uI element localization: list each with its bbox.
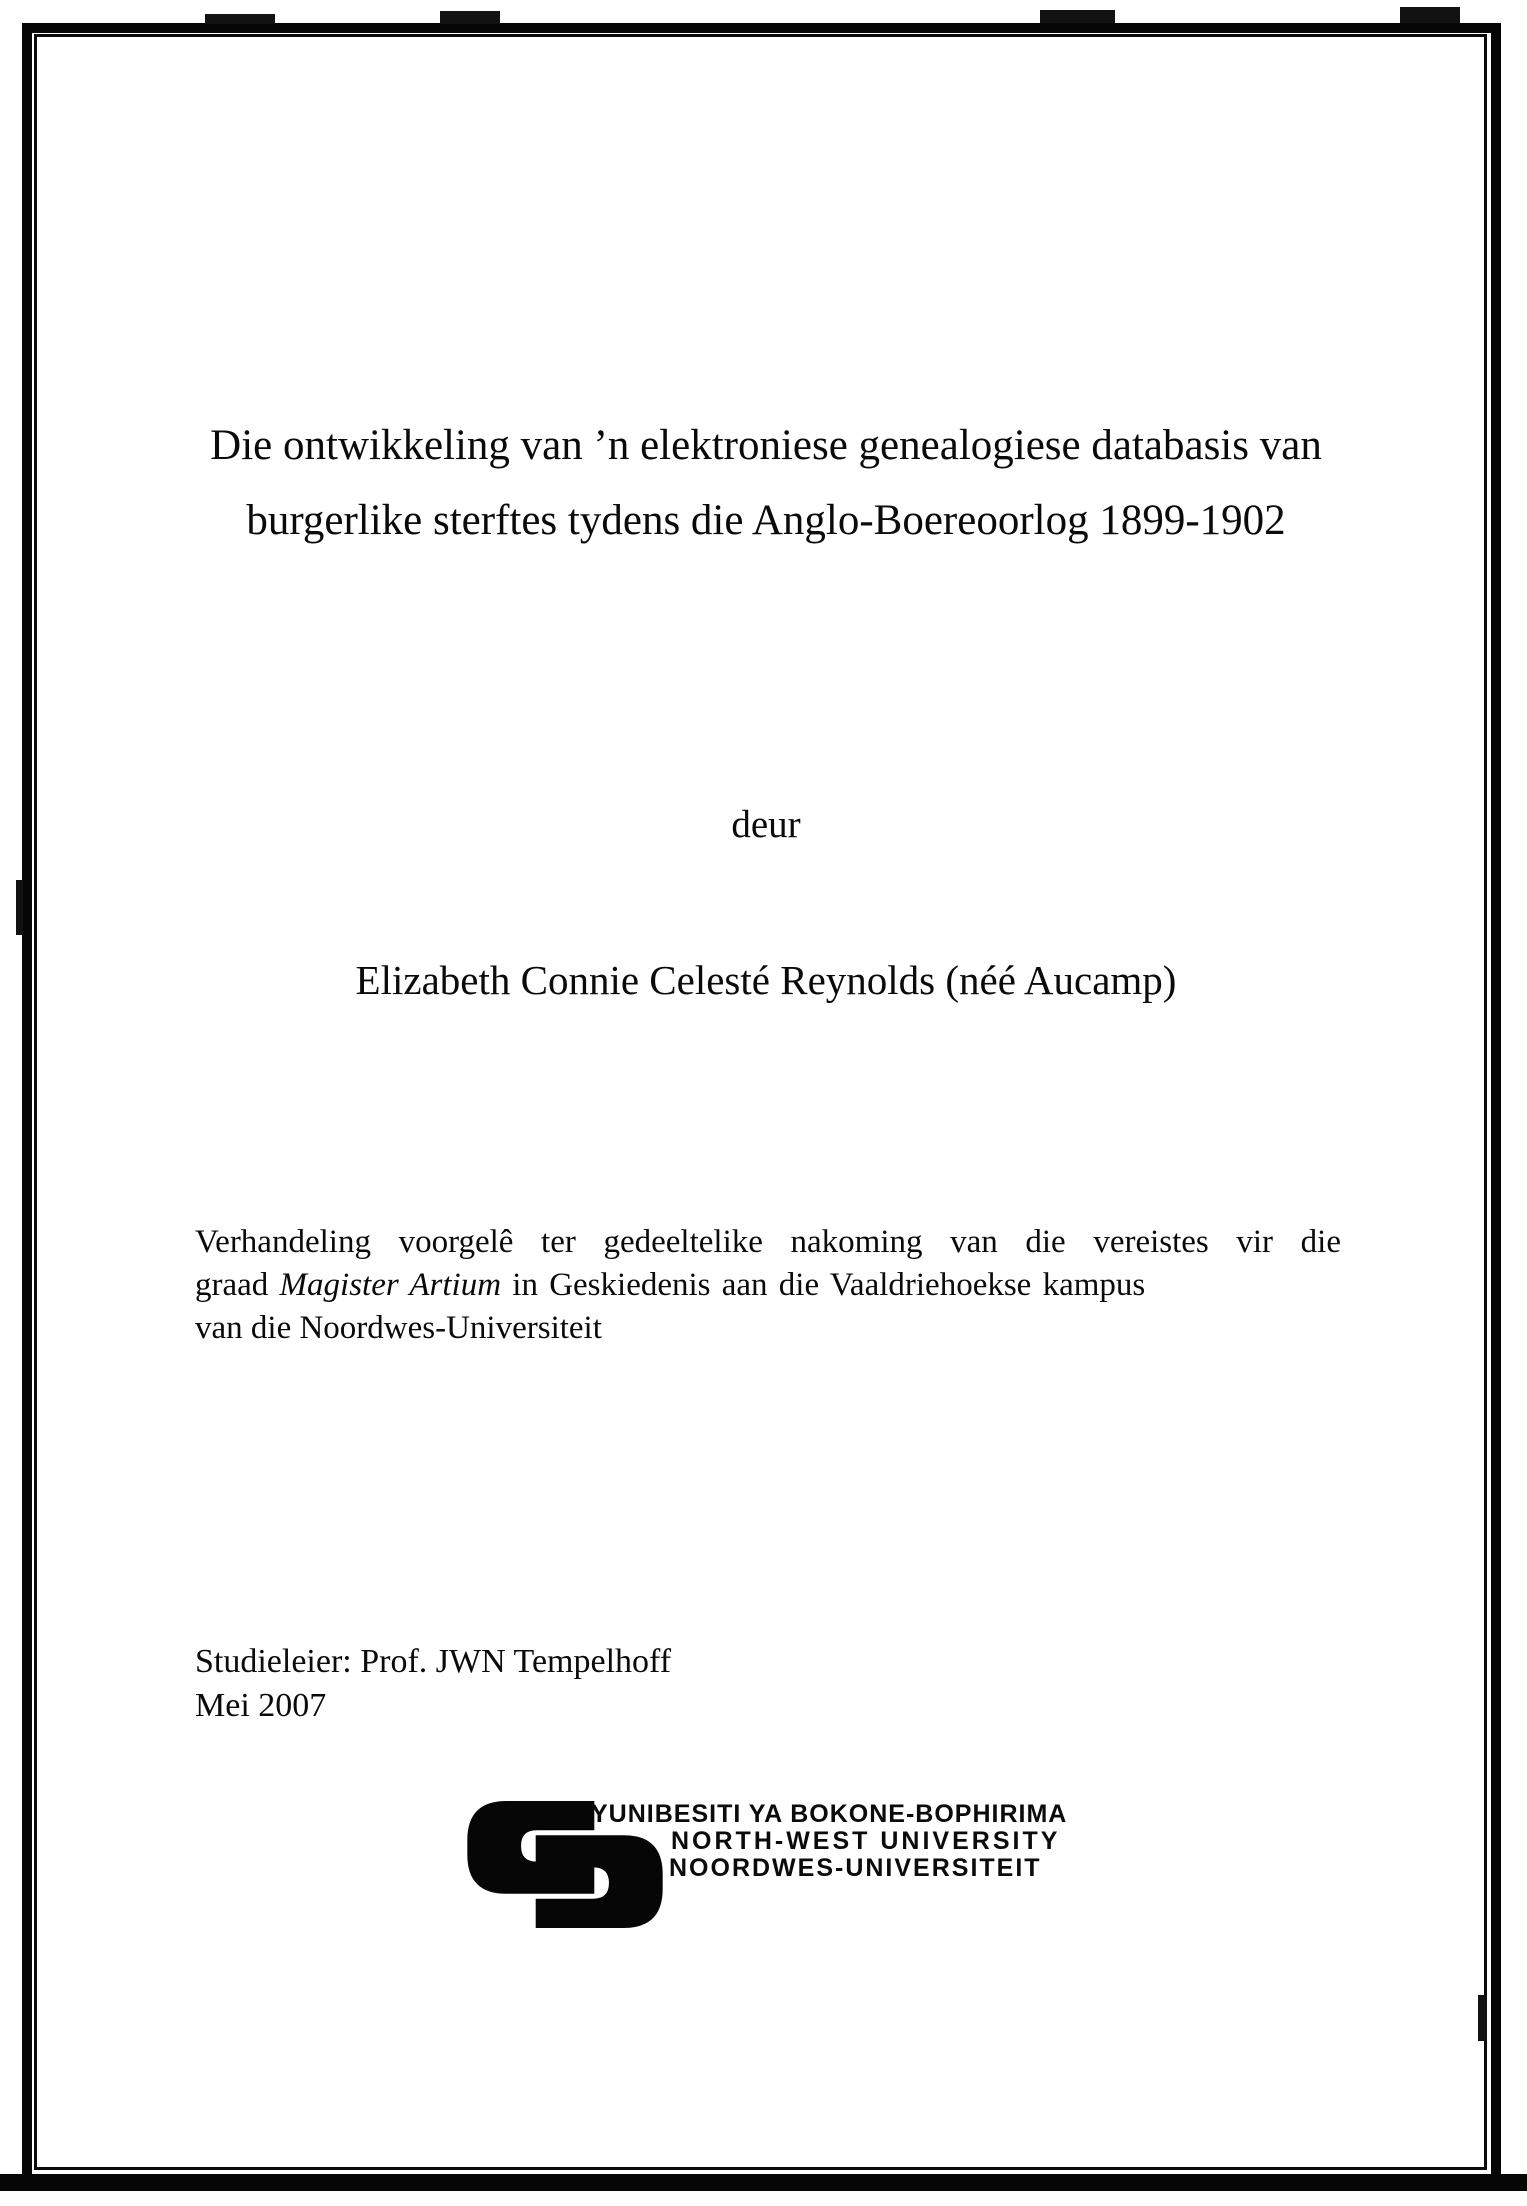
university-logo xyxy=(465,1799,1165,1939)
degree-statement-line2-suffix: in Geskiedenis aan die Vaaldriehoekse kampus xyxy=(512,1267,1146,1303)
degree-statement-line3: van die Noordwes-Universiteit xyxy=(195,1310,602,1346)
thesis-title xyxy=(191,408,1341,558)
degree-statement-line2-prefix: graad xyxy=(195,1267,269,1303)
thesis-title-line2: burgerlike sterftes tydens die Anglo-Boereoorlog 1899-1902 xyxy=(246,497,1286,544)
scan-artifact xyxy=(1400,7,1460,23)
university-name-english: NORTH-WEST UNIVERSITY xyxy=(671,1827,1061,1855)
degree-statement-line1: Verhandeling voorgelê ter gedeeltelike nakoming van die vereistes vir die xyxy=(195,1224,1341,1260)
scan-artifact xyxy=(1478,1995,1487,2041)
university-name-afrikaans: NOORDWES-UNIVERSITEIT xyxy=(669,1854,1042,1882)
supervisor-line: Studieleier: Prof. JWN Tempelhoff xyxy=(195,1643,672,1680)
degree-statement xyxy=(195,1221,1341,1350)
scan-artifact xyxy=(205,14,275,24)
thesis-title-line1: Die ontwikkeling van ’n elektroniese genealogiese databasis van xyxy=(210,422,1322,469)
scan-artifact xyxy=(16,880,23,935)
page-border-bottom-bar xyxy=(0,2174,1527,2191)
byline: deur xyxy=(731,803,801,846)
date-line: Mei 2007 xyxy=(195,1687,327,1724)
supervisor-block xyxy=(195,1640,671,1728)
degree-statement-line2 xyxy=(195,1264,1341,1307)
university-name-setswana: YUNIBESITI YA BOKONE-BOPHIRIMA xyxy=(591,1800,1068,1828)
author-name: Elizabeth Connie Celesté Reynolds (néé Aucamp) xyxy=(355,957,1177,1003)
degree-name-italic: Magister Artium xyxy=(279,1267,502,1303)
scan-artifact xyxy=(1040,10,1115,23)
scan-artifact xyxy=(440,11,500,24)
university-logo-text xyxy=(591,1801,1067,1882)
